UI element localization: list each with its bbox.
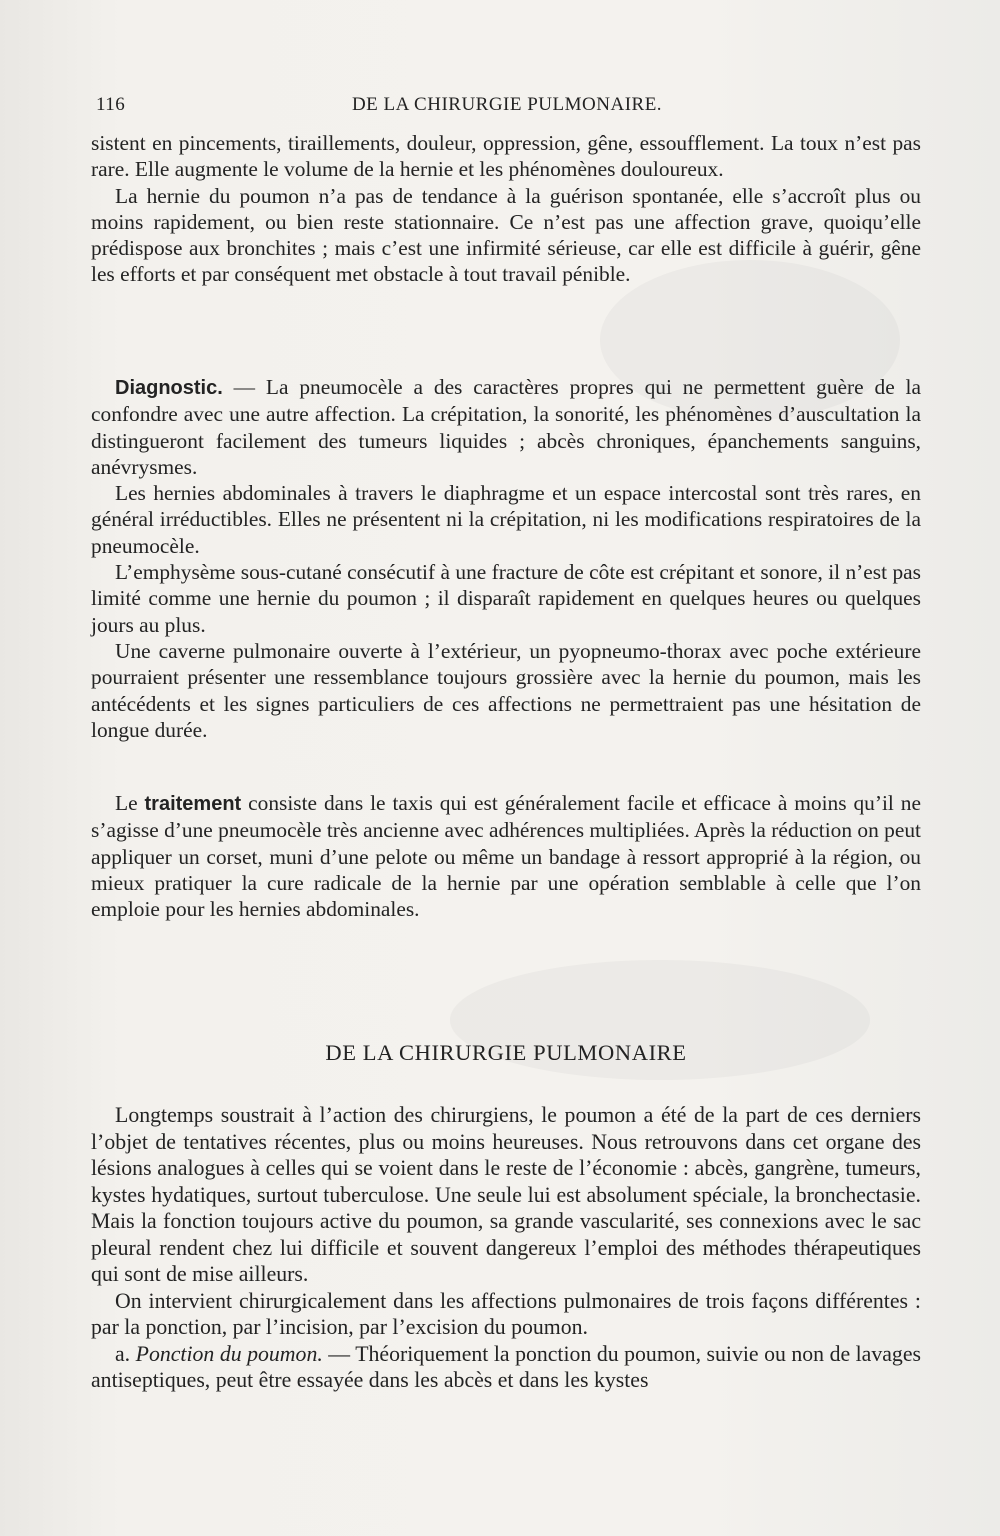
paragraph-diagnostic [91,374,921,480]
running-head [96,94,918,120]
paragraph: Longtemps soustrait à l’action des chirurgiens, le poumon a été de la part de ces derniers l’objet de tentatives récentes, plus ou moins heureuses. Nous retrouvons dans cet organe des lésions analogues à celles qui se voient dans le reste de l’économie : abcès, gangrène, tumeurs, kystes hydatiques, surtout tuberculose. Une seule lui est absolument spéciale, la bronchectasie. Mais la fonction toujours active du poumon, sa grande vascularité, ses connexions avec le sac pleural rendent chez lui difficile et souvent dangereux l’emploi des méthodes thérapeutiques qui sont de mise ailleurs. [91,1103,921,1286]
paragraph: La hernie du poumon n’a pas de tendance à la guérison spontanée, elle s’accroît plus ou moins rapidement, ou bien reste stationnaire. Ce n’est pas une affection grave, quoiqu’elle prédispose aux bronchites ; mais c’est une infirmité sérieuse, car elle est difficile à guérir, gêne les efforts et par conséquent met obstacle à tout travail pénible. [91,183,921,287]
ponction-lead: a. [115,1341,136,1366]
treatment-label: traitement [144,793,242,815]
paragraph-ponction [91,1341,921,1394]
paragraph: Une caverne pulmonaire ouverte à l’extérieur, un pyopneumo-thorax avec poche extérieure pourraient présenter une ressemblance toujours grossière avec la hernie du poumon, mais les antécédents et les signes particuliers de ces affections ne permettraient pas une hésitation de longue durée. [91,638,921,742]
section-heading: DE LA CHIRURGIE PULMONAIRE [325,1040,687,1065]
treatment-text: consiste dans le taxis qui est généralement facile et efficace à moins qu’il ne s’agisse d’une pneumocèle très ancienne avec adhérences multipliées. Après la réduction on peut appliquer un corset, muni d’une pelote ou même un bandage à ressort approprié à la région, ou mieux pratiquer la cure radicale de la hernie par une opération semblable à celle que l’on emploie pour les hernies abdominales. [91,791,921,922]
paragraph: L’emphysème sous-cutané consécutif à une fracture de côte est crépitant et sonore, il n’est pas limité comme une hernie du poumon ; il disparaît rapidement en quelques heures ou quelques jours au plus. [91,560,921,637]
paragraph: sistent en pincements, tiraillements, douleur, oppression, gêne, essoufflement. La toux n’est pas rare. Elle augmente le volume de la hernie et les phénomènes douloureux. [91,131,921,182]
treatment-lead: Le [115,791,145,815]
text-block-surgery [91,1102,921,1394]
paragraph-treatment [91,790,921,922]
diagnostic-label: Diagnostic. [115,377,223,399]
running-title: DE LA CHIRURGIE PULMONAIRE. [351,94,663,115]
paragraph: On intervient chirurgicalement dans les affections pulmonaires de trois façons différentes : par la ponction, par l’incision, par l’excision du poumon. [91,1288,921,1339]
text-block-treatment [91,790,921,922]
paragraph: Les hernies abdominales à travers le diaphragme et un espace intercostal sont très rares, en général irréductibles. Elles ne présentent ni la crépitation, ni les modifications respiratoires de la pneumocèle. [91,481,921,558]
ponction-label: Ponction du poumon. [135,1341,323,1366]
text-block-diagnostic [91,374,921,743]
text-block-symptoms [91,130,921,288]
page-number: 116 [96,94,126,115]
ponction-text: — Théoriquement la ponction du poumon, suivie ou non de lavages antiseptiques, peut être essayée dans les abcès et dans les kystes [91,1341,921,1392]
diagnostic-text: — La pneumocèle a des caractères propres qui ne permettent guère de la confondre avec une autre affection. La crépitation, la sonorité, les phénomènes d’auscultation la distingueront facilement des tumeurs liquides ; abcès chroniques, épanchements sanguins, anévrysmes. [91,375,921,479]
